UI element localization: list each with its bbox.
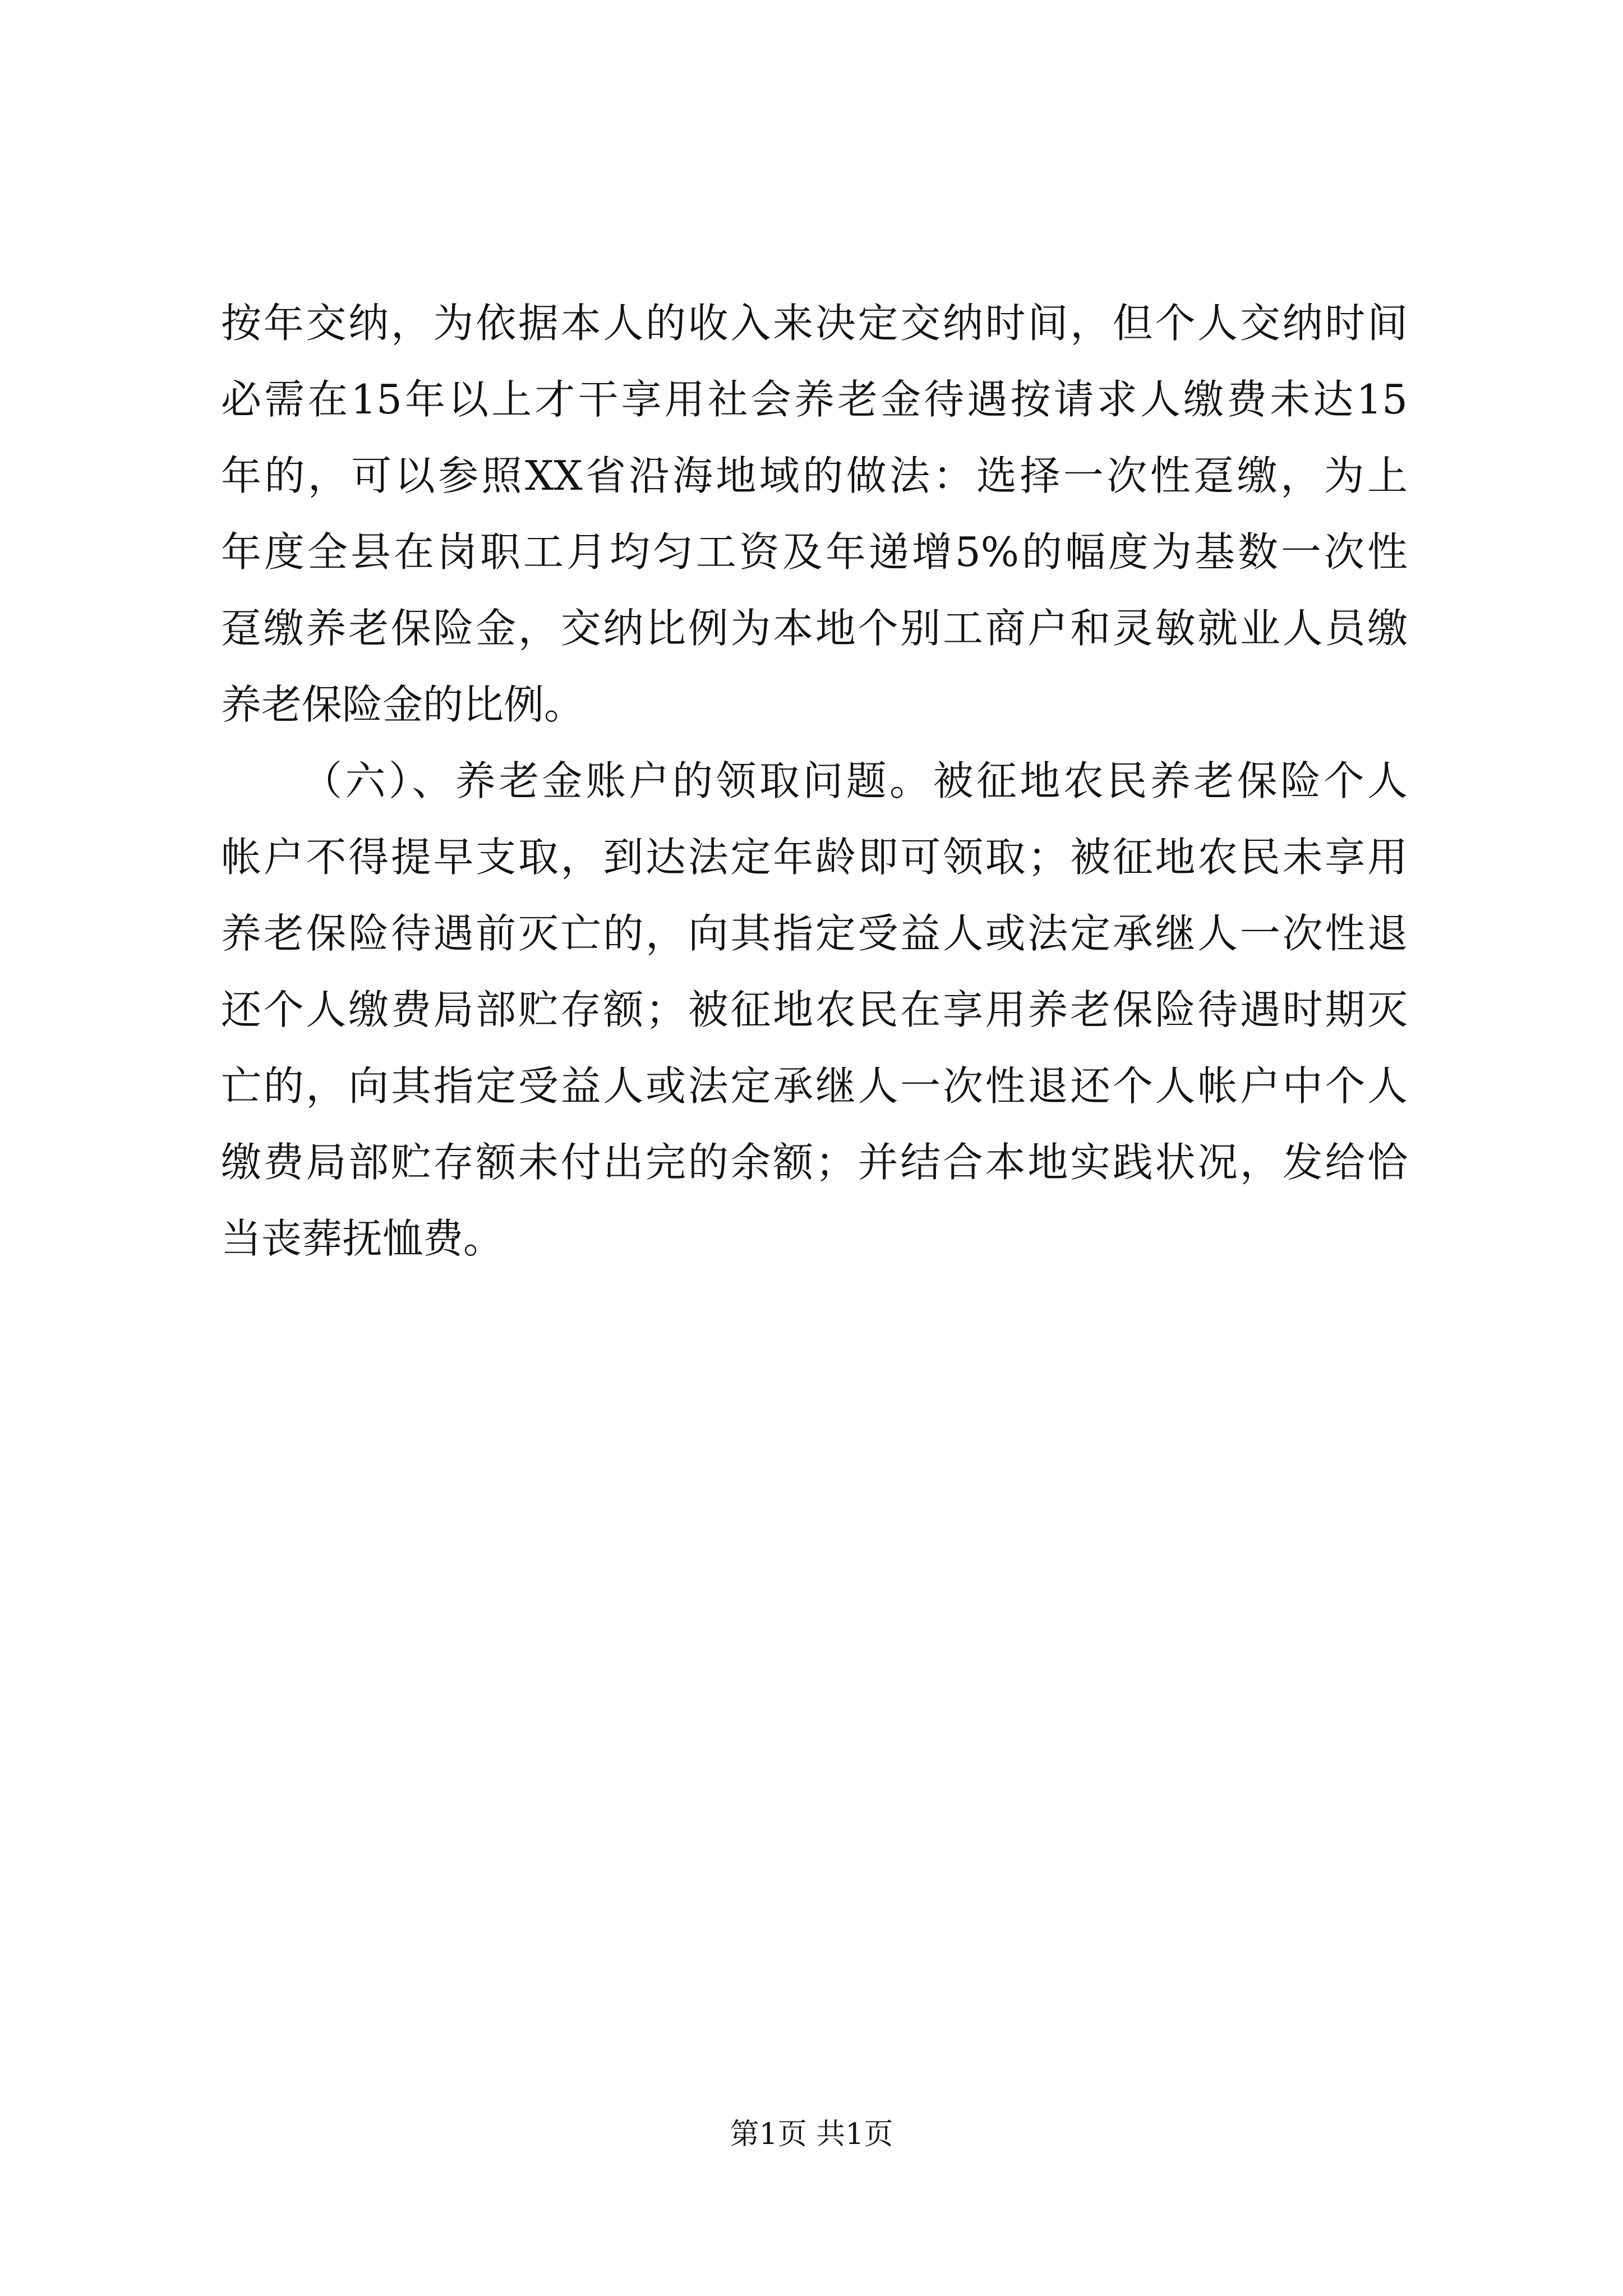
paragraph-1-line-1: 按年交纳，为依据本人的收入来决定交纳时间，但个人交纳时间 — [221, 300, 1408, 347]
paragraph-2-line-6: 缴费局部贮存额未付出完的余额；并结合本地实践状况，发给恰 — [221, 1139, 1408, 1186]
paragraph-2-line-3: 养老保险待遇前灭亡的，向其指定受益人或法定承继人一次性退 — [221, 910, 1408, 957]
paragraph-1-line-4: 年度全县在岗职工月均匀工资及年递增5%的幅度为基数一次性 — [221, 528, 1408, 576]
paragraph-1-line-2: 必需在15年以上才干享用社会养老金待遇按请求人缴费未达15 — [221, 376, 1408, 423]
paragraph-2-line-2: 帐户不得提早支取，到达法定年龄即可领取；被征地农民未享用 — [221, 834, 1408, 881]
paragraph-2-line-7: 当丧葬抚恤费。 — [221, 1215, 504, 1262]
paragraph-1-line-6: 养老保险金的比例。 — [221, 681, 585, 728]
paragraph-1-line-5: 趸缴养老保险金，交纳比例为本地个别工商户和灵敏就业人员缴 — [221, 605, 1408, 652]
page-footer: 第1页 共1页 — [730, 2118, 893, 2151]
paragraph-1-line-3: 年的，可以参照XX省沿海地域的做法：选择一次性趸缴，为上 — [221, 452, 1408, 499]
paragraph-2-line-4: 还个人缴费局部贮存额；被征地农民在享用养老保险待遇时期灭 — [221, 986, 1408, 1033]
paragraph-2-line-5: 亡的，向其指定受益人或法定承继人一次性退还个人帐户中个人 — [221, 1062, 1408, 1110]
paragraph-2-line-1: （六）、养老金账户的领取问题。被征地农民养老保险个人 — [302, 757, 1408, 804]
document-body — [221, 296, 1408, 1288]
